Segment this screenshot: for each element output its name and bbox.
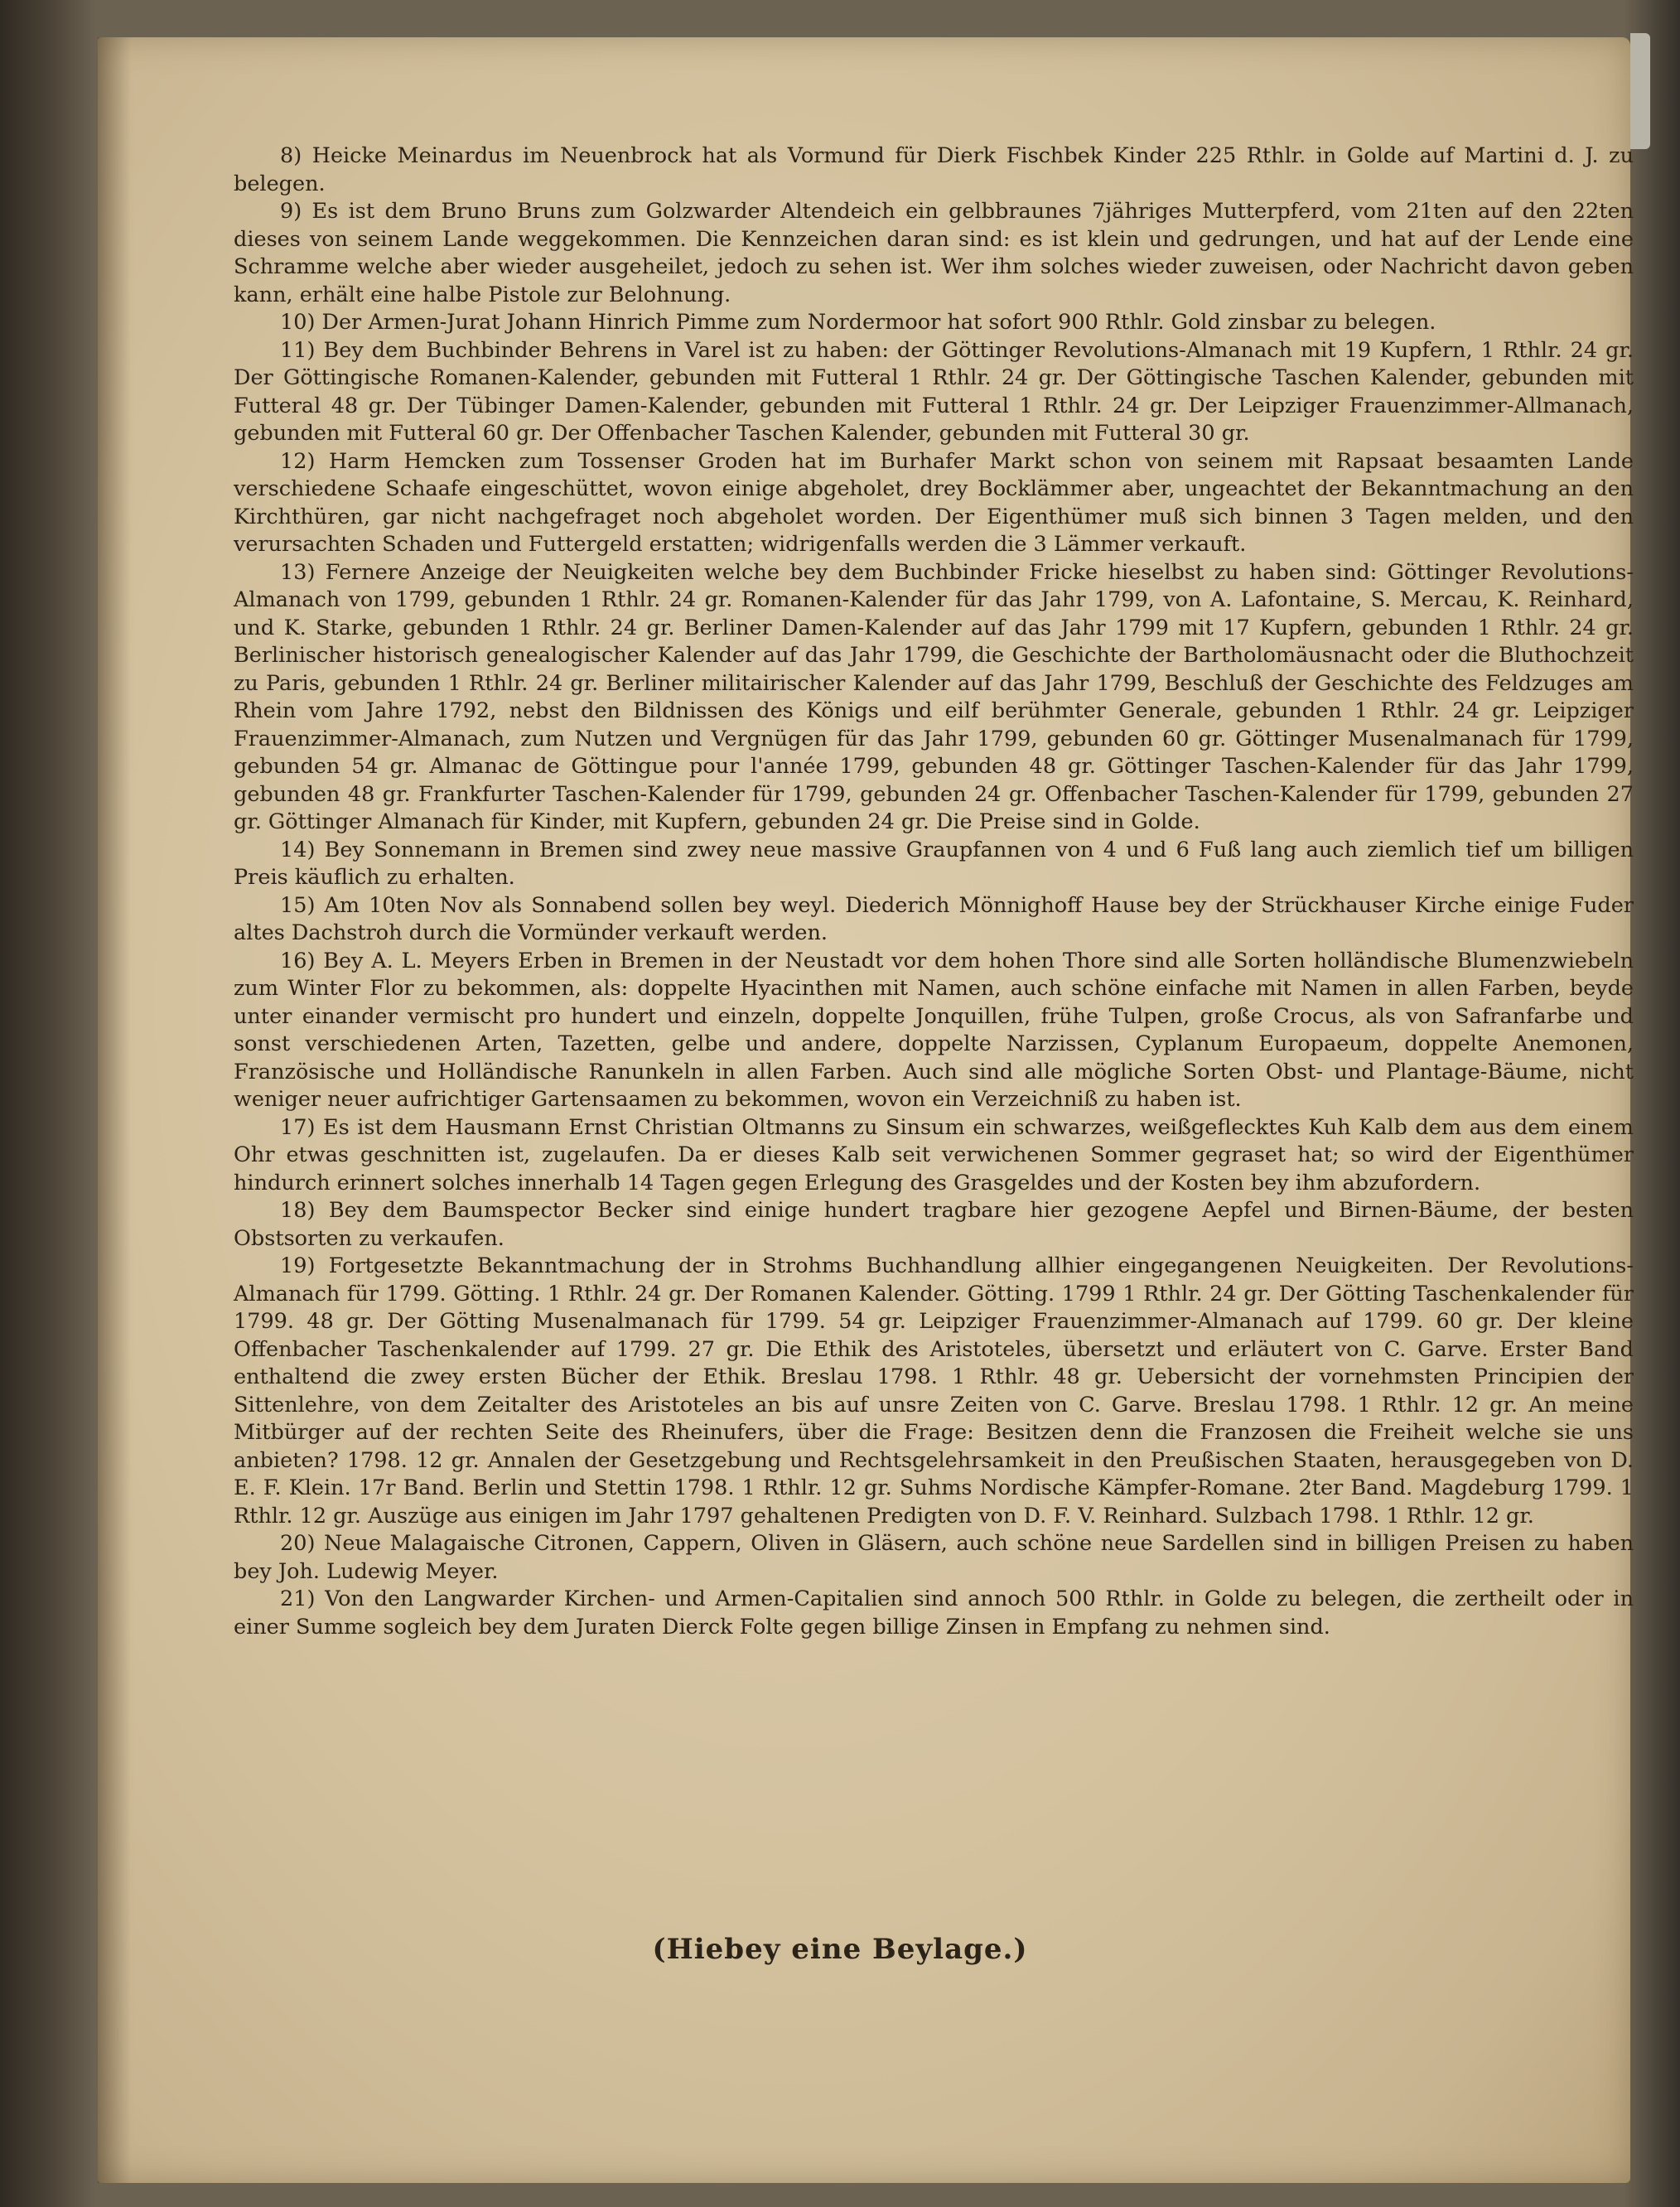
announcement-12: 12) Harm Hemcken zum Tossenser Groden hat im Burhafer Markt schon von seinem mit Rapsaat besaamten Lande verschiedene Schaafe eingeschüttet, wovon einige abgeholet, drey Bocklämmer aber, ungeachtet der Bekanntmachung an den Kirchthüren, gar nicht nachgefraget noch abgeholet worden. Der Eigenthümer muß sich binnen 3 Tagen melden, und den verursachten Schaden und Futtergeld erstatten; widrigenfalls werden die 3 Lämmer verkauft. [234, 448, 1634, 557]
announcement-14: 14) Bey Sonnemann in Bremen sind zwey neue massive Graupfannen von 4 und 6 Fuß lang auch ziemlich tief um billigen Preis käuflich zu erhalten. [234, 837, 1634, 890]
announcement-column [234, 142, 1634, 1641]
announcement-19: 19) Fortgesetzte Bekanntmachung der in Strohms Buchhandlung allhier eingegangenen Neuigkeiten. Der Revolutions-Almanach für 1799. Götting. 1 Rthlr. 24 gr. Der Romanen Kalender. Götting. 1799 1 Rthlr. 24 gr. Der Götting Taschenkalender für 1799. 48 gr. Der Götting Musenalmanach für 1799. 54 gr. Leipziger Frauenzimmer-Almanach auf 1799. 60 gr. Der kleine Offenbacher Taschenkalender auf 1799. 27 gr. Die Ethik des Aristoteles, übersetzt und erläutert von C. Garve. Erster Band enthaltend die zwey ersten Bücher der Ethik. Breslau 1798. 1 Rthlr. 48 gr. Uebersicht der vornehmsten Principien der Sittenlehre, von dem Zeitalter des Aristoteles an bis auf unsre Zeiten von C. Garve. Breslau 1798. 1 Rthlr. 12 gr. An meine Mitbürger auf der rechten Seite des Rheinufers, über die Frage: Besitzen denn die Franzosen die Freiheit welche sie uns anbieten? 1798. 12 gr. Annalen der Gesetzgebung und Rechtsgelehrsamkeit in den Preußischen Staaten, herausgegeben von D. E. F. Klein. 17r Band. Berlin und Stettin 1798. 1 Rthlr. 12 gr. Suhms Nordische Kämpfer-Romane. 2ter Band. Magdeburg 1799. 1 Rthlr. 12 gr. Auszüge aus einigen im Jahr 1797 gehaltenen Predigten von D. F. V. Reinhard. Sulzbach 1798. 1 Rthlr. 12 gr. [234, 1253, 1634, 1528]
page-fold-shadow [98, 37, 131, 2183]
announcement-13: 13) Fernere Anzeige der Neuigkeiten welche bey dem Buchbinder Fricke hieselbst zu haben sind: Göttinger Revolutions-Almanach von 1799, gebunden 1 Rthlr. 24 gr. Romanen-Kalender für das Jahr 1799, von A. Lafontaine, S. Mercau, K. Reinhard, und K. Starke, gebunden 1 Rthlr. 24 gr. Berliner Damen-Kalender auf das Jahr 1799 mit 17 Kupfern, gebunden 1 Rthlr. 24 gr. Berlinischer historisch genealogischer Kalender auf das Jahr 1799, die Geschichte der Bartholomäusnacht oder die Bluthochzeit zu Paris, gebunden 1 Rthlr. 24 gr. Berliner militairischer Kalender auf das Jahr 1799, Beschluß der Geschichte des Feldzuges am Rhein vom Jahre 1792, nebst den Bildnissen des Königs und eilf berühmter Generale, gebunden 1 Rthlr. 24 gr. Leipziger Frauenzimmer-Almanach, zum Nutzen und Vergnügen für das Jahr 1799, gebunden 60 gr. Göttinger Musenalmanach für 1799, gebunden 54 gr. Almanac de Göttingue pour l'année 1799, gebunden 48 gr. Göttinger Taschen-Kalender für das Jahr 1799, gebunden 48 gr. Frankfurter Taschen-Kalender für 1799, gebunden 24 gr. Offenbacher Taschen-Kalender für 1799, gebunden 27 gr. Göttinger Almanach für Kinder, mit Kupfern, gebunden 24 gr. Die Preise sind in Golde. [234, 559, 1634, 834]
announcement-15: 15) Am 10ten Nov als Sonnabend sollen bey weyl. Diederich Mönnighoff Hause bey der Strückhauser Kirche einige Fuder altes Dachstroh durch die Vormünder verkauft werden. [234, 892, 1634, 945]
announcement-9: 9) Es ist dem Bruno Bruns zum Golzwarder Altendeich ein gelbbraunes 7jähriges Mutterpferd, vom 21ten auf den 22ten dieses von seinem Lande weggekommen. Die Kennzeichen daran sind: es ist klein und gedrungen, und hat auf der Lende eine Schramme welche aber wieder ausgeheilet, jedoch zu sehen ist. Wer ihm solches wieder zuweisen, oder Nachricht davon geben kann, erhält eine halbe Pistole zur Belohnung. [234, 199, 1634, 307]
announcement-10: 10) Der Armen-Jurat Johann Hinrich Pimme zum Nordermoor hat sofort 900 Rthlr. Gold zinsbar zu belegen. [280, 310, 1436, 335]
page-tab-marker [1630, 33, 1650, 149]
announcement-20: 20) Neue Malagaische Citronen, Cappern, Oliven in Gläsern, auch schöne neue Sardellen sind in billigen Preisen zu haben bey Joh. Ludewig Meyer. [234, 1531, 1634, 1584]
announcement-21: 21) Von den Langwarder Kirchen- und Armen-Capitalien sind annoch 500 Rthlr. in Golde zu belegen, die zertheilt oder in einer Summe sogleich bey dem Juraten Dierck Folte gegen billige Zinsen in Empfang zu nehmen sind. [234, 1586, 1634, 1640]
supplement-note: (Hiebey eine Beylage.) [652, 1933, 1028, 1966]
announcement-16: 16) Bey A. L. Meyers Erben in Bremen in der Neustadt vor dem hohen Thore sind alle Sorten holländische Blumenzwiebeln zum Winter Flor zu bekommen, als: doppelte Hyacinthen mit Namen, auch schöne einfache mit Namen in allen Farben, beyde unter einander vermischt pro hundert und einzeln, doppelte Jonquillen, frühe Tulpen, große Crocus, als von Safranfarbe und sonst verschiedenen Arten, Tazetten, gelbe und andere, doppelte Narzissen, Cyplanum Europaeum, doppelte Anemonen, Französische und Holländische Ranunkeln in allen Farben. Auch sind alle mögliche Sorten Obst- und Plantage-Bäume, nicht weniger neuer aufrichtiger Gartensaamen zu bekommen, wovon ein Verzeichniß zu haben ist. [234, 948, 1634, 1112]
announcement-11: 11) Bey dem Buchbinder Behrens in Varel ist zu haben: der Göttinger Revolutions-Almanach mit 19 Kupfern, 1 Rthlr. 24 gr. Der Göttingische Romanen-Kalender, gebunden mit Futteral 1 Rthlr. 24 gr. Der Göttingische Taschen Kalender, gebunden mit Futteral 48 gr. Der Tübinger Damen-Kalender, gebunden mit Futteral 1 Rthlr. 24 gr. Der Leipziger Frauenzimmer-Allmanach, gebunden mit Futteral 60 gr. Der Offenbacher Taschen Kalender, gebunden mit Futteral 30 gr. [234, 337, 1634, 446]
announcement-8: 8) Heicke Meinardus im Neuenbrock hat als Vormund für Dierk Fischbek Kinder 225 Rthlr. in Golde auf Martini d. J. zu belegen. [234, 143, 1634, 196]
announcement-17: 17) Es ist dem Hausmann Ernst Christian Oltmanns zu Sinsum ein schwarzes, weißgeflecktes Kuh Kalb dem aus dem einem Ohr etwas geschnitten ist, zugelaufen. Da er dieses Kalb seit verwichenen Sommer gegraset hat; so wird der Eigenthümer hindurch erinnert solches innerhalb 14 Tagen gegen Erlegung des Grasgeldes und der Kosten bey ihm abzufordern. [234, 1114, 1634, 1195]
announcement-18: 18) Bey dem Baumspector Becker sind einige hundert tragbare hier gezogene Aepfel und Birnen-Bäume, der besten Obstsorten zu verkaufen. [234, 1198, 1634, 1251]
